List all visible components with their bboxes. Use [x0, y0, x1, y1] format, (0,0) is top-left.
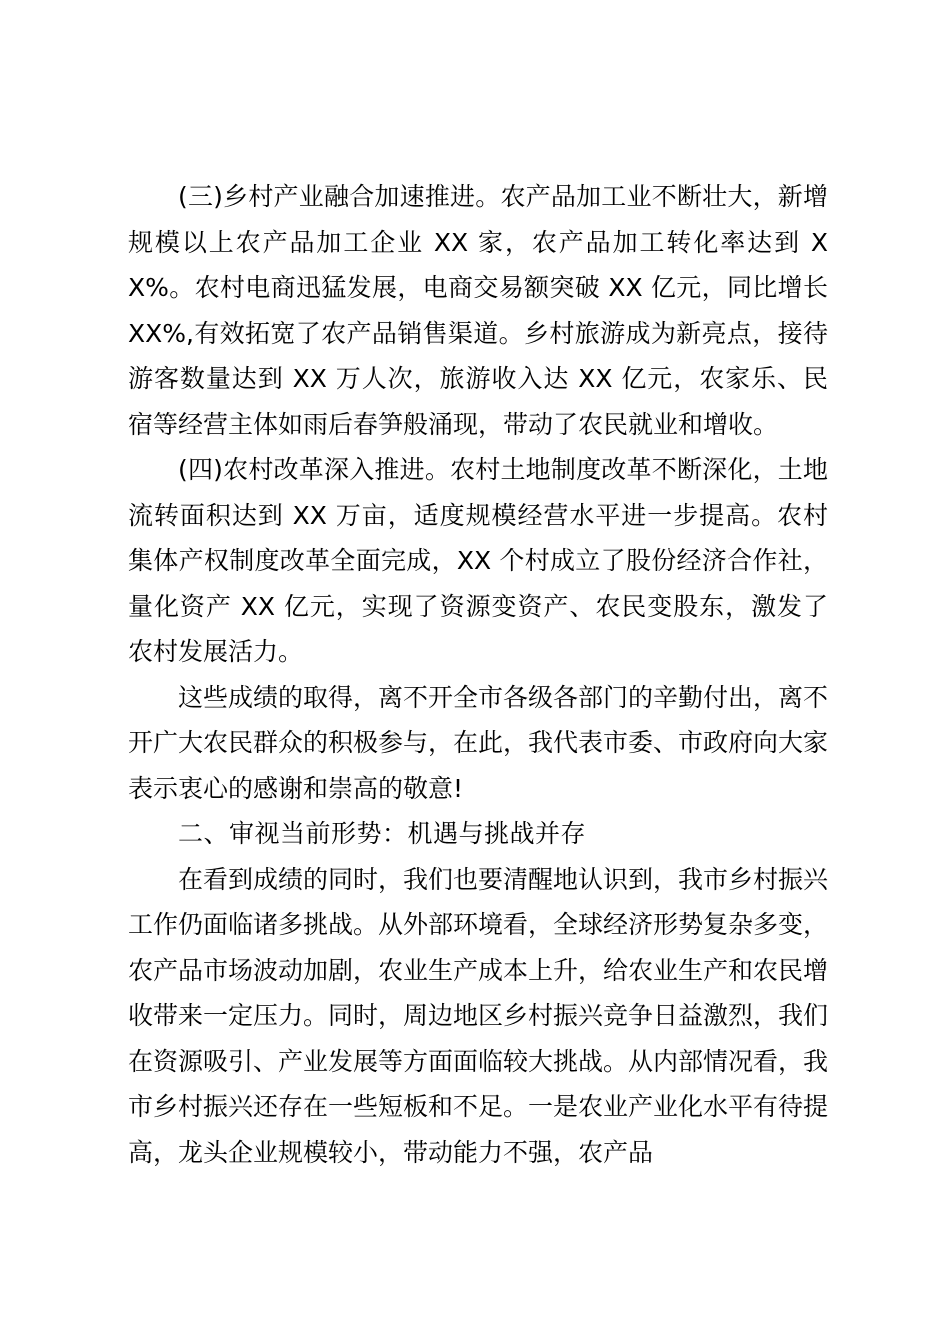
- paragraph-industry-integration: (三)乡村产业融合加速推进。农产品加工业不断壮大，新增规模以上农产品加工企业 XX 家，农产品加工转化率达到 XX%。农村电商迅猛发展，电商交易额突破 XX 亿元，同比增长 XX%,有效拓宽了农产品销售渠道。乡村旅游成为新亮点，接待游客数量达到 XX 万人次，旅游收入达 XX 亿元，农家乐、民宿等经营主体如雨后春笋般涌现，带动了农民就业和增收。: [128, 182, 828, 439]
- paragraph-acknowledgement: 这些成绩的取得，离不开全市各级各部门的辛勤付出，离不开广大农民群众的积极参与，在此，我代表市委、市政府向大家表示衷心的感谢和崇高的敬意!: [128, 682, 829, 803]
- document-body: [128, 174, 828, 1175]
- section-heading: 二、审视当前形势：机遇与挑战并存: [178, 819, 587, 848]
- paragraph-challenges: 在看到成绩的同时，我们也要清醒地认识到，我市乡村振兴工作仍面临诸多挑战。从外部环境看，全球经济形势复杂多变，农产品市场波动加剧，农业生产成本上升，给农业生产和农民增收带来一定压力。同时，周边地区乡村振兴竞争日益激烈，我们在资源吸引、产业发展等方面面临较大挑战。从内部情况看，我市乡村振兴还存在一些短板和不足。一是农业产业化水平有待提高，龙头企业规模较小，带动能力不强，农产品: [128, 864, 829, 1167]
- paragraph-rural-reform: (四)农村改革深入推进。农村土地制度改革不断深化，土地流转面积达到 XX 万亩，适度规模经营水平进一步提高。农村集体产权制度改革全面完成，XX 个村成立了股份经济合作社，量化资产 XX 亿元，实现了资源变资产、农民变股东，激发了农村发展活力。: [128, 455, 828, 666]
